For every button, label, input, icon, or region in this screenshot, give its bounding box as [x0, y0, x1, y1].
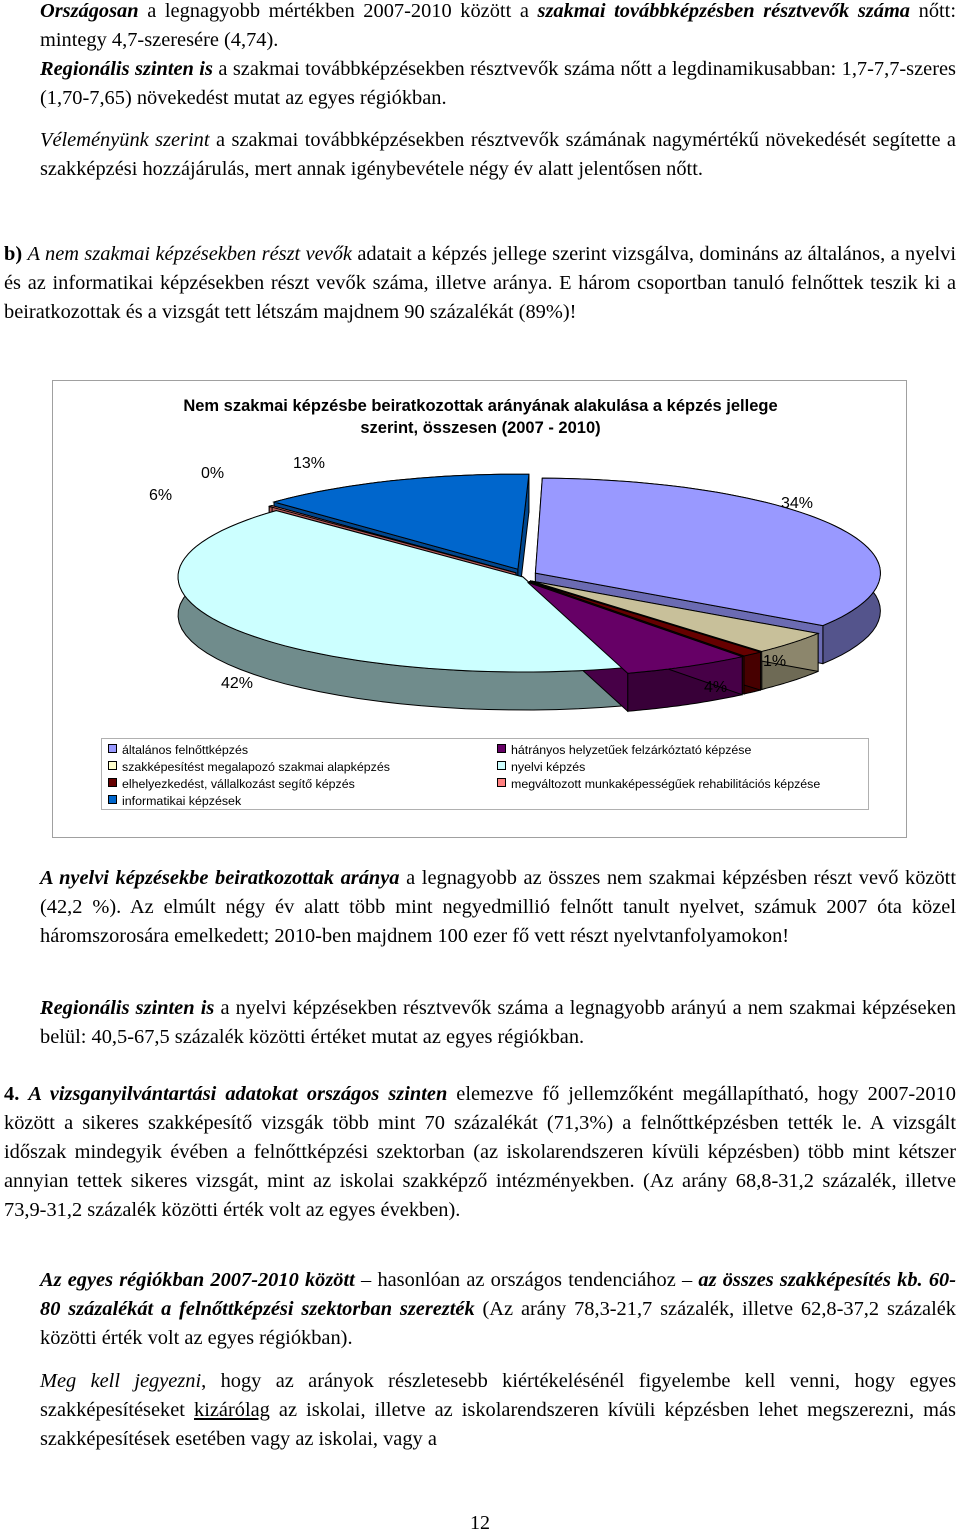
- slice-label-nyelvi: 42%: [221, 675, 254, 692]
- slice-label-informatikai: 13%: [293, 455, 326, 472]
- legend-swatch: [108, 744, 117, 753]
- legend-swatch: [108, 795, 117, 804]
- legend-swatch: [497, 778, 506, 787]
- page-number: 12: [470, 1512, 490, 1534]
- paragraph-b-non-vocational: b) A nem szakmai képzésekben részt vevők adatait a képzés jellege szerint vizsgálva, domináns az általános, a nyelvi és az informatikai képzésekben részt vevők száma, illetve aránya. E három csoportban tanuló felnőttek teszik ki a beiratkozottak és a vizsgát tett létszám majdnem 90 százalékát (89%)!: [4, 243, 956, 323]
- paragraph-language-share: A nyelvi képzésekbe beiratkozottak aránya a legnagyobb az összes nem szakmai képzésben részt vevő között (42,2 %). Az elmúlt négy év alatt több mint negyedmillió felnőtt tanult nyelvet, számuk 2007 óta közel háromszorosára emelkedett; 2010-ben majdnem 100 ezer fő vett részt nyelvtanfolyamokon!: [40, 867, 956, 947]
- paragraph-4-exam-records: 4. A vizsganyilvántartási adatokat országos szinten elemezve fő jellemzőként megállapítható, hogy 2007-2010 között a sikeres szakképesítő vizsgák több mint 70 százalékát (71,3%) a felnőttképzésben tették le. A vizsgált időszak mindegyik évében a felnőttképzési szektorban (az iskolarendszeren kívüli képzésben) több mint kétszer annyian tettek sikeres vizsgát, mint az iskolai szakképző intézményekben. (Az arány 68,8-31,2 százalék, illetve 73,9-31,2 százalék közötti érték volt az egyes években).: [4, 1083, 956, 1221]
- paragraph-note: Meg kell jegyezni, hogy az arányok részletesebb kiértékelésénél figyelembe kell venni, hogy egyes szakképesítéseket kizárólag az iskolai, illetve az iskolarendszeren kívüli képzésben lehet megszerezni, más szakképesítések esetében vagy az iskolai, vagy a: [40, 1370, 957, 1450]
- legend-item-rehabilitacios: megváltozott munkaképességűek rehabilitációs képzése: [497, 776, 820, 792]
- legend-item-elhelyezkedes: elhelyezkedést, vállalkozást segítő képzés: [108, 776, 355, 792]
- legend-item-nyelvi: nyelvi képzés: [497, 759, 585, 775]
- legend-item-szakkepesites: szakképesítést megalapozó szakmai alapképzés: [108, 759, 390, 775]
- paragraph-opinion: Véleményünk szerint a szakmai továbbképzésekben résztvevők számának nagymértékű növekedését segítette a szakképzési hozzájárulás, mert annak igénybevétele négy év alatt jelentősen nőtt.: [40, 129, 956, 180]
- slice-label-altalanos: 34%: [781, 495, 814, 512]
- paragraph-national-growth: Országosan a legnagyobb mértékben 2007-2010 között a szakmai továbbképzésben résztvevők száma nőtt: mintegy 4,7-szeresére (4,74).: [40, 0, 957, 51]
- legend-swatch: [108, 761, 117, 770]
- chart-legend: [101, 738, 869, 810]
- paragraph-regional-language: Regionális szinten is a nyelvi képzésekben résztvevők száma a legnagyobb arányú a nem szakmai képzéseken belül: 40,5-67,5 százalék közötti értéket mutat az egyes régiókban.: [40, 997, 956, 1048]
- pie-chart: [52, 380, 907, 838]
- legend-item-altalanos: általános felnőttképzés: [108, 742, 248, 758]
- paragraph-regions: Az egyes régiókban 2007-2010 között – hasonlóan az országos tendenciához – az összes szakképesítés kb. 60-80 százalékát a felnőttképzési szektorban szerezték (Az arány 78,3-21,7 százalék, illetve 62,8-37,2 százalék közötti érték volt az egyes régiókban).: [40, 1269, 956, 1349]
- legend-swatch: [497, 744, 506, 753]
- slice-label-elhelyezkedes: 1%: [763, 653, 787, 670]
- legend-item-hatranyos: hátrányos helyzetűek felzárkóztató képzése: [497, 742, 751, 758]
- chart-title: Nem szakmai képzésbe beiratkozottak arányának alakulása a képzés jellege szerint, összesen (2007 - 2010): [183, 397, 778, 437]
- paragraph-regional-growth: Regionális szinten is a szakmai továbbképzésekben résztvevők száma nőtt a legdinamikusabban: 1,7-7,7-szeres (1,70-7,65) növekedést mutat az egyes régiókban.: [40, 58, 956, 109]
- slice-label-hatranyos: 6%: [149, 487, 173, 504]
- legend-swatch: [497, 761, 506, 770]
- legend-swatch: [108, 778, 117, 787]
- slice-label-szakkepesites: 4%: [704, 679, 728, 696]
- slice-label-rehabilitacios: 0%: [201, 465, 225, 482]
- legend-item-informatikai: informatikai képzések: [108, 793, 241, 809]
